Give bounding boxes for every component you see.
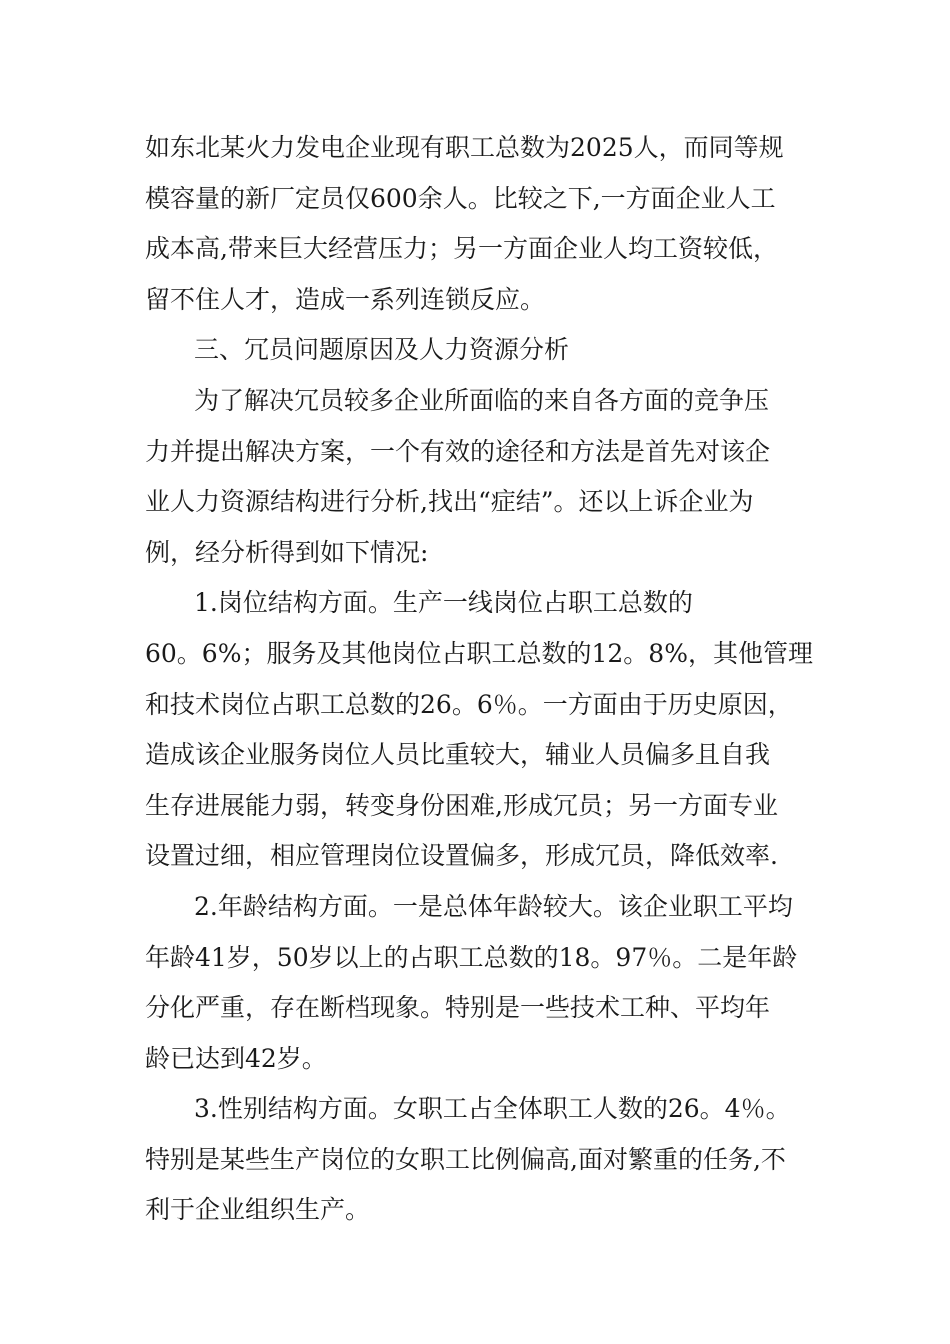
paragraph-line: 分化严重，存在断档现象。特别是一些技术工种、平均年 bbox=[145, 993, 771, 1023]
paragraph-line: 1.岗位结构方面。生产一线岗位占职工总数的 bbox=[194, 588, 693, 618]
paragraph-line: 留不住人才，造成一系列连锁反应。 bbox=[145, 284, 546, 314]
paragraph-line: 设置过细，相应管理岗位设置偏多，形成冗员，降低效率. bbox=[145, 841, 778, 871]
paragraph-line: 60。6%；服务及其他岗位占职工总数的12。8%，其他管理 bbox=[145, 638, 813, 668]
paragraph-line: 业人力资源结构进行分析,找出“症结”。还以上诉企业为 bbox=[145, 487, 754, 517]
paragraph-line: 利于企业组织生产。 bbox=[145, 1195, 371, 1225]
paragraph-line: 模容量的新厂定员仅600余人。比较之下,一方面企业人工 bbox=[145, 183, 776, 213]
paragraph-line: 2.年龄结构方面。一是总体年龄较大。该企业职工平均 bbox=[194, 891, 793, 921]
paragraph-line: 成本高,带来巨大经营压力；另一方面企业人均工资较低， bbox=[145, 234, 778, 264]
paragraph-line: 力并提出解决方案，一个有效的途径和方法是首先对该企 bbox=[145, 436, 771, 466]
paragraph-line: 和技术岗位占职工总数的26。6％。一方面由于历史原因， bbox=[145, 689, 793, 719]
paragraph-line: 如东北某火力发电企业现有职工总数为2025人，而同等规 bbox=[145, 133, 784, 162]
paragraph-line: 为了解决冗员较多企业所面临的来自各方面的竞争压 bbox=[194, 385, 770, 415]
paragraph-line: 特别是某些生产岗位的女职工比例偏高,面对繁重的任务,不 bbox=[145, 1144, 786, 1174]
paragraph-line: 例，经分析得到如下情况: bbox=[145, 537, 429, 567]
paragraph-line: 龄已达到42岁。 bbox=[145, 1043, 327, 1073]
document-body bbox=[145, 123, 813, 1236]
paragraph-line: 造成该企业服务岗位人员比重较大，辅业人员偏多且自我 bbox=[145, 740, 771, 770]
section-heading: 三、冗员问题原因及人力资源分析 bbox=[194, 335, 570, 365]
paragraph-line: 3.性别结构方面。女职工占全体职工人数的26。4％。 bbox=[194, 1094, 791, 1124]
paragraph-line: 生存进展能力弱，转变身份困难,形成冗员；另一方面专业 bbox=[145, 790, 778, 820]
paragraph-line: 年龄41岁，50岁以上的占职工总数的18。97％。二是年龄 bbox=[145, 942, 798, 972]
